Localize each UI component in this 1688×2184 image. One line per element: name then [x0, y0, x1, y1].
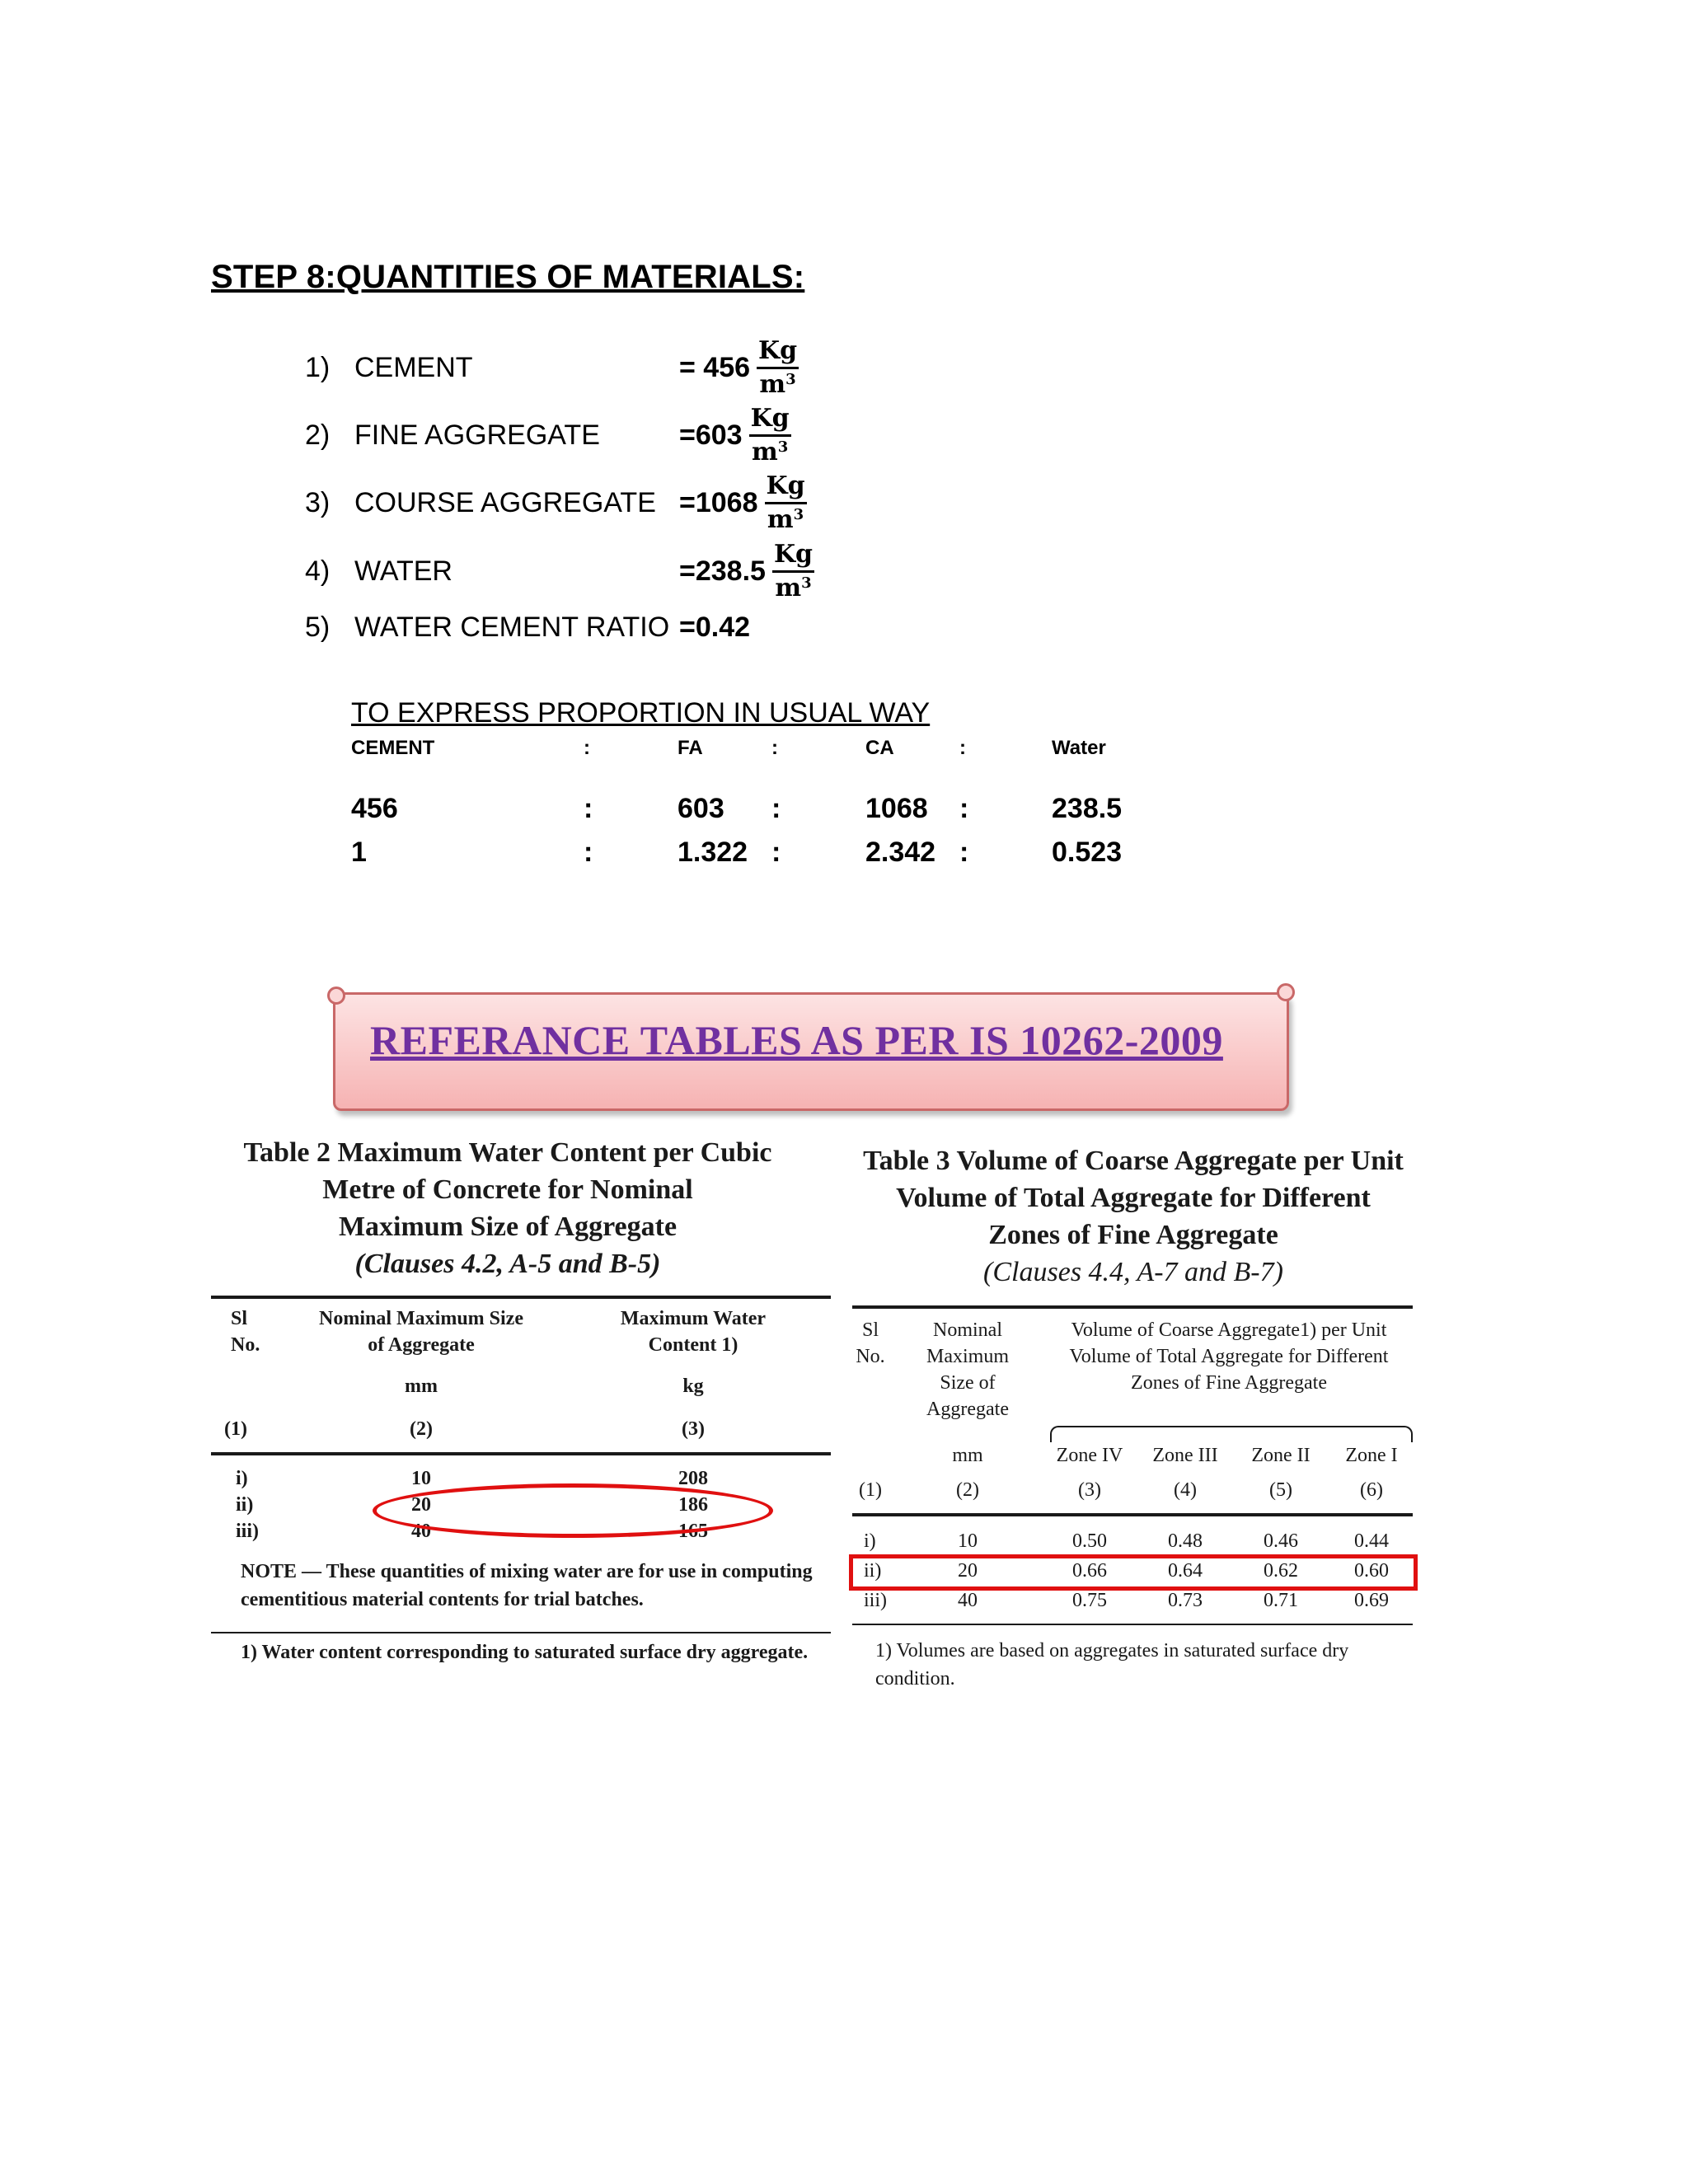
- unit-fraction: [757, 335, 799, 399]
- table-2: [211, 1134, 831, 1711]
- highlight-box: [849, 1554, 1418, 1591]
- table-row-num: ii): [864, 1560, 882, 1582]
- col-num: (3): [682, 1418, 705, 1440]
- table-3-footnote: 1) Volumes are based on aggregates in saturated surface dry condition.: [875, 1640, 1349, 1690]
- material-name: WATER CEMENT RATIO: [354, 611, 670, 643]
- table-cell: 0.66: [1072, 1560, 1107, 1582]
- unit-fraction: [765, 471, 807, 534]
- reference-banner: [333, 992, 1289, 1111]
- table-2-title: Table 2 Maximum Water Content per Cubic Metre of Concrete for Nominal Maximum Size of Aggregate (Clauses 4.2, A-5 and B-5): [211, 1134, 804, 1282]
- table-row-num: i): [236, 1468, 248, 1489]
- table-cell: 40: [958, 1590, 978, 1611]
- table-row-num: i): [864, 1530, 876, 1552]
- proportion-separator: :: [584, 737, 590, 759]
- unit-denominator: $m^3$: [751, 437, 789, 466]
- material-name: WATER: [354, 555, 452, 587]
- proportion-title: TO EXPRESS PROPORTION IN USUAL WAY: [351, 697, 931, 729]
- table-cell: 20: [411, 1494, 431, 1516]
- unit-denominator: $m^3$: [767, 504, 804, 534]
- table-cell: 0.75: [1072, 1590, 1107, 1611]
- proportion-separator: :: [771, 737, 778, 759]
- proportion-cell: 238.5: [1052, 793, 1123, 824]
- material-name: FINE AGGREGATE: [354, 419, 600, 451]
- material-value: [679, 335, 799, 399]
- material-quantity: =0.42: [679, 611, 751, 643]
- material-row-fine-aggregate: [305, 403, 791, 466]
- material-value: [679, 539, 814, 602]
- table-row-num: iii): [236, 1521, 259, 1542]
- proportion-header: FA: [678, 737, 703, 759]
- proportion-separator: :: [959, 837, 969, 868]
- proportion-cell: 0.523: [1052, 837, 1123, 868]
- col-head-size: Nominal Maximum Size of Aggregate: [926, 1319, 1009, 1420]
- proportion-header: Water: [1052, 737, 1106, 759]
- table-3: [852, 1142, 1414, 1719]
- unit-mm: mm: [405, 1376, 438, 1397]
- table-cell: 0.60: [1354, 1560, 1389, 1582]
- proportion-separator: :: [771, 837, 781, 868]
- table-cell: 0.64: [1168, 1560, 1203, 1582]
- col-num: (3): [1078, 1479, 1101, 1501]
- scroll-curl-icon: [327, 987, 345, 1005]
- col-head-water: Maximum Water Content 1): [620, 1308, 767, 1356]
- proportion-separator: :: [584, 793, 593, 824]
- table-cell: 208: [678, 1468, 708, 1489]
- material-value: [679, 612, 750, 644]
- unit-numerator: Kg: [749, 406, 791, 437]
- material-value: [679, 403, 791, 466]
- material-value: [679, 471, 807, 534]
- unit-denominator: $m^3$: [759, 369, 796, 399]
- table-cell: 0.44: [1354, 1530, 1389, 1552]
- table-rule: [211, 1452, 831, 1455]
- col-num: (1): [224, 1418, 247, 1440]
- proportion-separator: :: [959, 737, 966, 759]
- material-quantity: =603: [679, 419, 743, 451]
- proportion-cell: 2.342: [865, 837, 936, 868]
- table-row-num: iii): [864, 1590, 887, 1611]
- table-cell: 20: [958, 1560, 978, 1582]
- banner-title: REFERANCE TABLES AS PER IS 10262-2009: [370, 1017, 1223, 1063]
- table-3-title: Table 3 Volume of Coarse Aggregate per Unit Volume of Total Aggregate for Different Zones of Fine Aggregate (Clauses 4.4, A-7 and B-7): [852, 1142, 1414, 1291]
- unit-mm: mm: [952, 1445, 983, 1466]
- material-number: 5): [305, 611, 331, 643]
- proportion-cell: 1.322: [678, 837, 748, 868]
- table-rule: [211, 1632, 831, 1633]
- unit-kg: kg: [682, 1376, 704, 1397]
- unit-numerator: Kg: [757, 339, 799, 369]
- material-name: CEMENT: [354, 351, 473, 383]
- col-num: (2): [410, 1418, 433, 1440]
- table-cell: 0.71: [1264, 1590, 1298, 1611]
- zone-label: Zone I: [1345, 1445, 1398, 1466]
- step-heading: STEP 8:QUANTITIES OF MATERIALS:: [211, 259, 805, 295]
- material-number: 4): [305, 555, 331, 587]
- scroll-curl-icon: [1277, 983, 1295, 1001]
- col-num: (4): [1174, 1479, 1197, 1501]
- col-head-volume: Volume of Coarse Aggregate1) per Unit Volume of Total Aggregate for Different Zones of Fine Aggregate: [1069, 1319, 1389, 1394]
- zone-label: Zone IV: [1056, 1445, 1123, 1466]
- material-quantity: = 456: [679, 351, 751, 383]
- unit-fraction: [772, 539, 814, 602]
- material-quantity: =1068: [679, 486, 758, 518]
- zone-label: Zone III: [1152, 1445, 1218, 1466]
- col-num: (5): [1269, 1479, 1292, 1501]
- unit-numerator: Kg: [772, 542, 814, 573]
- table-rule: [852, 1305, 1413, 1309]
- table-rule: [852, 1624, 1413, 1625]
- proportion-cell: 603: [678, 793, 724, 824]
- zone-label: Zone II: [1251, 1445, 1311, 1466]
- col-head-sl: Sl No.: [231, 1308, 260, 1356]
- material-row-cement: [305, 335, 799, 399]
- proportion-separator: :: [771, 793, 781, 824]
- unit-denominator: $m^3$: [775, 573, 812, 602]
- col-num: (6): [1360, 1479, 1383, 1501]
- proportion-cell: 1068: [865, 793, 928, 824]
- material-row-wc-ratio: [305, 602, 750, 652]
- table-cell: 0.46: [1264, 1530, 1298, 1552]
- col-num: (1): [859, 1479, 882, 1501]
- table-cell: 0.48: [1168, 1530, 1203, 1552]
- proportion-header: CEMENT: [351, 737, 435, 759]
- material-row-water: [305, 539, 814, 602]
- highlight-oval: [373, 1483, 773, 1538]
- table-cell: 165: [678, 1521, 708, 1542]
- material-row-coarse-aggregate: [305, 471, 807, 534]
- col-num: (2): [956, 1479, 979, 1501]
- table-cell: 40: [411, 1521, 431, 1542]
- table-rule: [211, 1296, 831, 1299]
- material-name: COURSE AGGREGATE: [354, 486, 656, 518]
- table-cell: 10: [958, 1530, 978, 1552]
- material-number: 3): [305, 486, 331, 518]
- proportion-separator: :: [584, 837, 593, 868]
- col-head-sl: Sl No.: [856, 1319, 885, 1367]
- proportion-header: CA: [865, 737, 894, 759]
- table-cell: 0.69: [1354, 1590, 1389, 1611]
- material-number: 1): [305, 351, 331, 383]
- table-cell: 0.73: [1168, 1590, 1203, 1611]
- table-cell: 10: [411, 1468, 431, 1489]
- table-rule: [852, 1513, 1413, 1516]
- proportion-separator: :: [959, 793, 969, 824]
- unit-fraction: [749, 403, 791, 466]
- unit-numerator: Kg: [765, 474, 807, 504]
- proportion-cell: 1: [351, 837, 367, 868]
- table-cell: 0.62: [1264, 1560, 1298, 1582]
- col-head-size: Nominal Maximum Size of Aggregate: [319, 1308, 523, 1356]
- table-2-clauses: (Clauses 4.2, A-5 and B-5): [354, 1249, 661, 1279]
- brace-icon: [1050, 1426, 1413, 1442]
- proportion-cell: 456: [351, 793, 398, 824]
- table-row-num: ii): [236, 1494, 254, 1516]
- table-cell: 0.50: [1072, 1530, 1107, 1552]
- table-2-note: NOTE — These quantities of mixing water are for use in computing cementitious material contents for trial batches.: [241, 1561, 813, 1610]
- table-3-clauses: (Clauses 4.4, A-7 and B-7): [983, 1257, 1283, 1287]
- material-number: 2): [305, 419, 331, 451]
- table-cell: 186: [678, 1494, 708, 1516]
- material-quantity: =238.5: [679, 555, 766, 587]
- table-2-footnote: 1) Water content corresponding to saturated surface dry aggregate.: [241, 1642, 809, 1663]
